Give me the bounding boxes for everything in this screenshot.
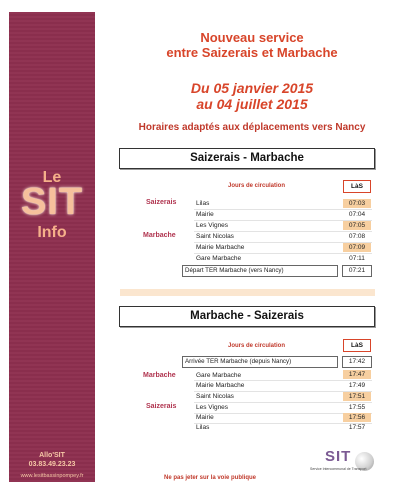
sit-logo-subtitle: Service Intercommunal de Transport (310, 467, 367, 471)
logo-sit-text: SIT (20, 181, 84, 223)
stop-name: Lilas (196, 424, 210, 431)
phone-number: 03.83.49.23.23 (28, 461, 76, 468)
route1-days-badge: LàS (343, 180, 371, 193)
stop-name: Saint Nicolas (196, 233, 234, 240)
stop-name: Les Vignes (196, 404, 229, 411)
stop-name: Mairie (196, 211, 214, 218)
stop-name: Mairie (196, 414, 214, 421)
route1-ter-time: 07:21 (342, 265, 372, 277)
website-link[interactable]: www.lesitbassinpompey.fr (20, 473, 84, 479)
logo-le-text: Le (42, 169, 62, 186)
stop-time: 17:47 (343, 370, 371, 379)
heading-line1: Nouveau service (200, 30, 304, 45)
stop-time: 17:57 (348, 424, 366, 431)
route2-jours-label: Jours de circulation (228, 343, 286, 349)
logo-info-text: Info (37, 224, 67, 241)
stop-time: 07:03 (343, 199, 371, 208)
stop-name: Mairie Marbache (196, 382, 245, 389)
sidebar-band (9, 12, 95, 482)
stop-name: Saint Nicolas (196, 393, 234, 400)
stop-time: 17:49 (348, 382, 366, 389)
route1-region-marbache: Marbache (143, 232, 176, 239)
route1-title: Saizerais - Marbache (119, 148, 375, 169)
route1-region-saizerais: Saizerais (146, 199, 177, 206)
stop-time: 07:05 (343, 221, 371, 230)
route1-jours-label: Jours de circulation (228, 183, 286, 189)
stop-time: 07:08 (348, 233, 366, 240)
allo-sit-label: Allo'SIT (39, 452, 65, 459)
stop-name: Lilas (196, 200, 210, 207)
footer-notice: Ne pas jeter sur la voie publique (163, 475, 257, 481)
stop-name: Les Vignes (196, 222, 229, 229)
route2-days-badge: LàS (343, 339, 371, 352)
heading-line2: entre Saizerais et Marbache (166, 45, 338, 60)
route2-ter-time: 17:42 (342, 356, 372, 368)
stop-name: Mairie Marbache (196, 244, 245, 251)
stop-name: Gare Marbache (196, 255, 242, 262)
sit-logo-text: SIT (325, 448, 352, 465)
route2-region-marbache: Marbache (143, 372, 176, 379)
stop-name: Gare Marbache (196, 372, 242, 379)
subtitle: Horaires adaptés aux déplacements vers Nancy (138, 122, 366, 133)
stop-time: 07:11 (349, 255, 365, 262)
stop-time: 17:51 (343, 392, 371, 401)
stop-time: 17:56 (343, 413, 371, 422)
stop-time: 07:04 (348, 211, 366, 218)
date-start: Du 05 janvier 2015 (190, 80, 314, 96)
date-end: au 04 juillet 2015 (196, 96, 308, 112)
route1-ter-departure: Départ TER Marbache (vers Nancy) (182, 265, 338, 277)
stop-time: 07:09 (343, 243, 371, 252)
stop-time: 17:55 (348, 404, 366, 411)
section-separator (120, 289, 375, 296)
route2-ter-arrival: Arrivée TER Marbache (depuis Nancy) (182, 356, 338, 368)
route2-region-saizerais: Saizerais (146, 403, 177, 410)
route2-title: Marbache - Saizerais (119, 306, 375, 327)
